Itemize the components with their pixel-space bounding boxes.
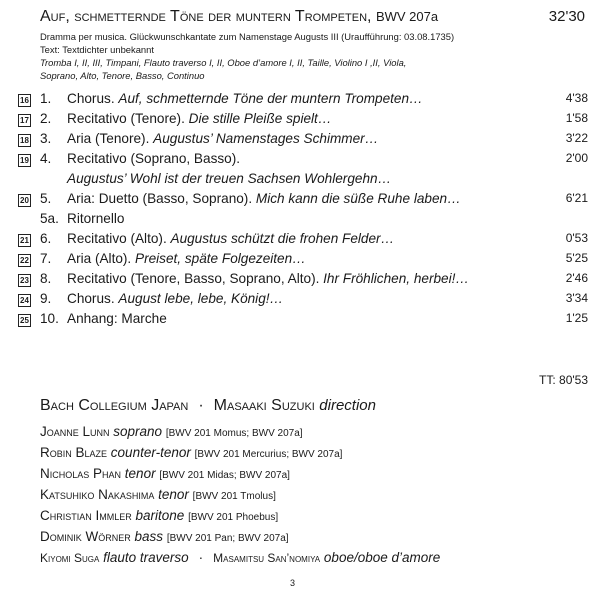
track-row <box>18 151 588 171</box>
track-row <box>18 251 588 271</box>
movement-incipit: Die stille Pleiße spielt… <box>188 111 332 126</box>
performer-name: Dominik Wörner <box>40 529 131 544</box>
performer-bwv: [BWV 201 Tmolus] <box>192 491 276 502</box>
track-number-box: 21 <box>18 234 31 247</box>
movement-duration: 2'00 <box>565 151 588 165</box>
director-name: Masaaki Suzuki <box>213 397 315 414</box>
work-duration: 32'30 <box>548 8 585 25</box>
movement-form: Aria (Alto). <box>67 251 132 266</box>
performer-role: tenor <box>124 466 156 481</box>
performer-bwv: [BWV 201 Midas; BWV 207a] <box>159 470 290 481</box>
performer-list <box>40 424 585 571</box>
work-title-line <box>40 8 585 26</box>
track-row <box>18 211 588 231</box>
track-row <box>18 171 588 191</box>
movement-number: 5. <box>40 191 52 206</box>
movement-number: 5a. <box>40 211 59 226</box>
movement-form: Chorus. <box>67 91 115 106</box>
track-row <box>18 191 588 211</box>
work-text-author: Text: Textdichter unbekannt <box>40 44 154 55</box>
track-list <box>18 91 588 331</box>
movement-incipit: August lebe, lebe, König!… <box>118 291 284 306</box>
track-row <box>18 271 588 291</box>
performer-role: bass <box>134 529 164 544</box>
performer-row <box>40 529 585 550</box>
movement-title <box>67 311 167 326</box>
movement-number: 2. <box>40 111 52 126</box>
ensemble-separator: · <box>198 397 204 414</box>
track-number-box: 19 <box>18 154 31 167</box>
movement-incipit: Mich kann die süße Ruhe laben… <box>255 191 461 206</box>
performer-name: Nicholas Phan <box>40 466 122 481</box>
movement-form: Ritornello <box>67 211 125 226</box>
work-scoring-2: Soprano, Alto, Tenore, Basso, Continuo <box>40 70 205 81</box>
track-number-box: 23 <box>18 274 31 287</box>
performer-bwv: [BWV 201 Pan; BWV 207a] <box>166 533 289 544</box>
movement-form: Anhang: Marche <box>67 311 167 326</box>
track-row <box>18 91 588 111</box>
track-row <box>18 111 588 131</box>
track-number-box: 22 <box>18 254 31 267</box>
performer-bwv: [BWV 201 Phoebus] <box>188 512 279 523</box>
performer-bwv: [BWV 201 Mercurius; BWV 207a] <box>194 449 343 460</box>
movement-title <box>67 111 331 126</box>
movement-duration: 2'46 <box>565 271 588 285</box>
movement-title <box>67 151 240 166</box>
movement-incipit: Augustus’ Namenstages Schimmer… <box>153 131 379 146</box>
movement-form: Recitativo (Soprano, Basso). <box>67 151 241 166</box>
performer-name: Joanne Lunn <box>40 424 110 439</box>
movement-title <box>67 191 461 206</box>
movement-form: Recitativo (Tenore). <box>67 111 185 126</box>
movement-number: 9. <box>40 291 52 306</box>
movement-number: 10. <box>40 311 59 326</box>
instrumentalist-row <box>40 550 585 571</box>
performer-role: baritone <box>135 508 185 523</box>
movement-title <box>67 271 469 286</box>
performer-name: Katsuhiko Nakashima <box>40 487 155 502</box>
instrumentalist-name: Kiyomi Suga <box>40 551 100 565</box>
movement-incipit: Ihr Fröhlichen, herbei!… <box>323 271 469 286</box>
movement-duration: 0'53 <box>565 231 588 245</box>
track-row <box>18 131 588 151</box>
track-row <box>18 311 588 331</box>
track-number-box: 25 <box>18 314 31 327</box>
performer-bwv: [BWV 201 Momus; BWV 207a] <box>165 428 303 439</box>
performer-role: counter-tenor <box>110 445 191 460</box>
movement-duration: 1'58 <box>565 111 588 125</box>
performer-row <box>40 424 585 445</box>
movement-duration: 1'25 <box>565 311 588 325</box>
work-genre: Dramma per musica. Glückwunschkantate zum Namenstage Augusts III (Uraufführung: 03.08.1735) <box>40 31 455 42</box>
instrumentalist-role: flauto traverso <box>103 550 189 565</box>
movement-form: Chorus. <box>67 291 115 306</box>
movement-incipit: Auf, schmetternde Töne der muntern Trompeten… <box>118 91 423 106</box>
movement-title <box>67 291 283 306</box>
movement-number: 8. <box>40 271 52 286</box>
track-row <box>18 291 588 311</box>
director-role: direction <box>319 397 376 414</box>
total-time: TT: 80'53 <box>539 373 588 387</box>
ensemble-name: Bach Collegium Japan <box>40 397 189 414</box>
page-number: 3 <box>290 578 296 588</box>
movement-form: Recitativo (Tenore, Basso, Soprano, Alto). <box>67 271 320 286</box>
track-number-box: 17 <box>18 114 31 127</box>
movement-form: Recitativo (Alto). <box>67 231 167 246</box>
performer-row <box>40 466 585 487</box>
movement-duration: 3'34 <box>565 291 588 305</box>
track-number-box: 16 <box>18 94 31 107</box>
movement-incipit: Augustus’ Wohl ist der treuen Sachsen Wohlergehn… <box>67 171 392 186</box>
performer-row <box>40 508 585 529</box>
movement-number: 4. <box>40 151 52 166</box>
track-number-box: 24 <box>18 294 31 307</box>
instrumentalist-name: Masamitsu San’nomiya <box>213 551 321 565</box>
movement-title <box>67 131 378 146</box>
instrumentalist-separator: · <box>198 550 204 565</box>
movement-duration: 6'21 <box>565 191 588 205</box>
movement-incipit: Preiset, späte Folgezeiten… <box>135 251 306 266</box>
instrumentalist-role: oboe/oboe d’amore <box>323 550 441 565</box>
performer-name: Robin Blaze <box>40 445 108 460</box>
movement-title <box>67 171 391 186</box>
movement-form: Aria (Tenore). <box>67 131 150 146</box>
track-row <box>18 231 588 251</box>
movement-form: Aria: Duetto (Basso, Soprano). <box>67 191 253 206</box>
movement-title <box>67 91 423 106</box>
performer-role: soprano <box>113 424 163 439</box>
performer-role: tenor <box>158 487 189 502</box>
ensemble-line <box>40 397 376 415</box>
work-bwv: BWV 207a <box>375 9 439 24</box>
work-title: Auf, schmetternde Töne der muntern Trompeten, <box>40 8 372 25</box>
movement-duration: 3'22 <box>565 131 588 145</box>
work-scoring-1: Tromba I, II, III, Timpani, Flauto traverso I, II, Oboe d’amore I, II, Taille, Violino I ,II, Viola, <box>40 57 407 68</box>
track-number-box: 18 <box>18 134 31 147</box>
movement-title <box>67 231 394 246</box>
movement-number: 3. <box>40 131 52 146</box>
performer-row <box>40 445 585 466</box>
movement-title <box>67 251 306 266</box>
movement-number: 6. <box>40 231 52 246</box>
movement-duration: 4'38 <box>565 91 588 105</box>
movement-number: 1. <box>40 91 52 106</box>
movement-title <box>67 211 124 226</box>
movement-duration: 5'25 <box>565 251 588 265</box>
movement-incipit: Augustus schützt die frohen Felder… <box>170 231 395 246</box>
performer-row <box>40 487 585 508</box>
movement-number: 7. <box>40 251 52 266</box>
performer-name: Christian Immler <box>40 508 132 523</box>
track-number-box: 20 <box>18 194 31 207</box>
